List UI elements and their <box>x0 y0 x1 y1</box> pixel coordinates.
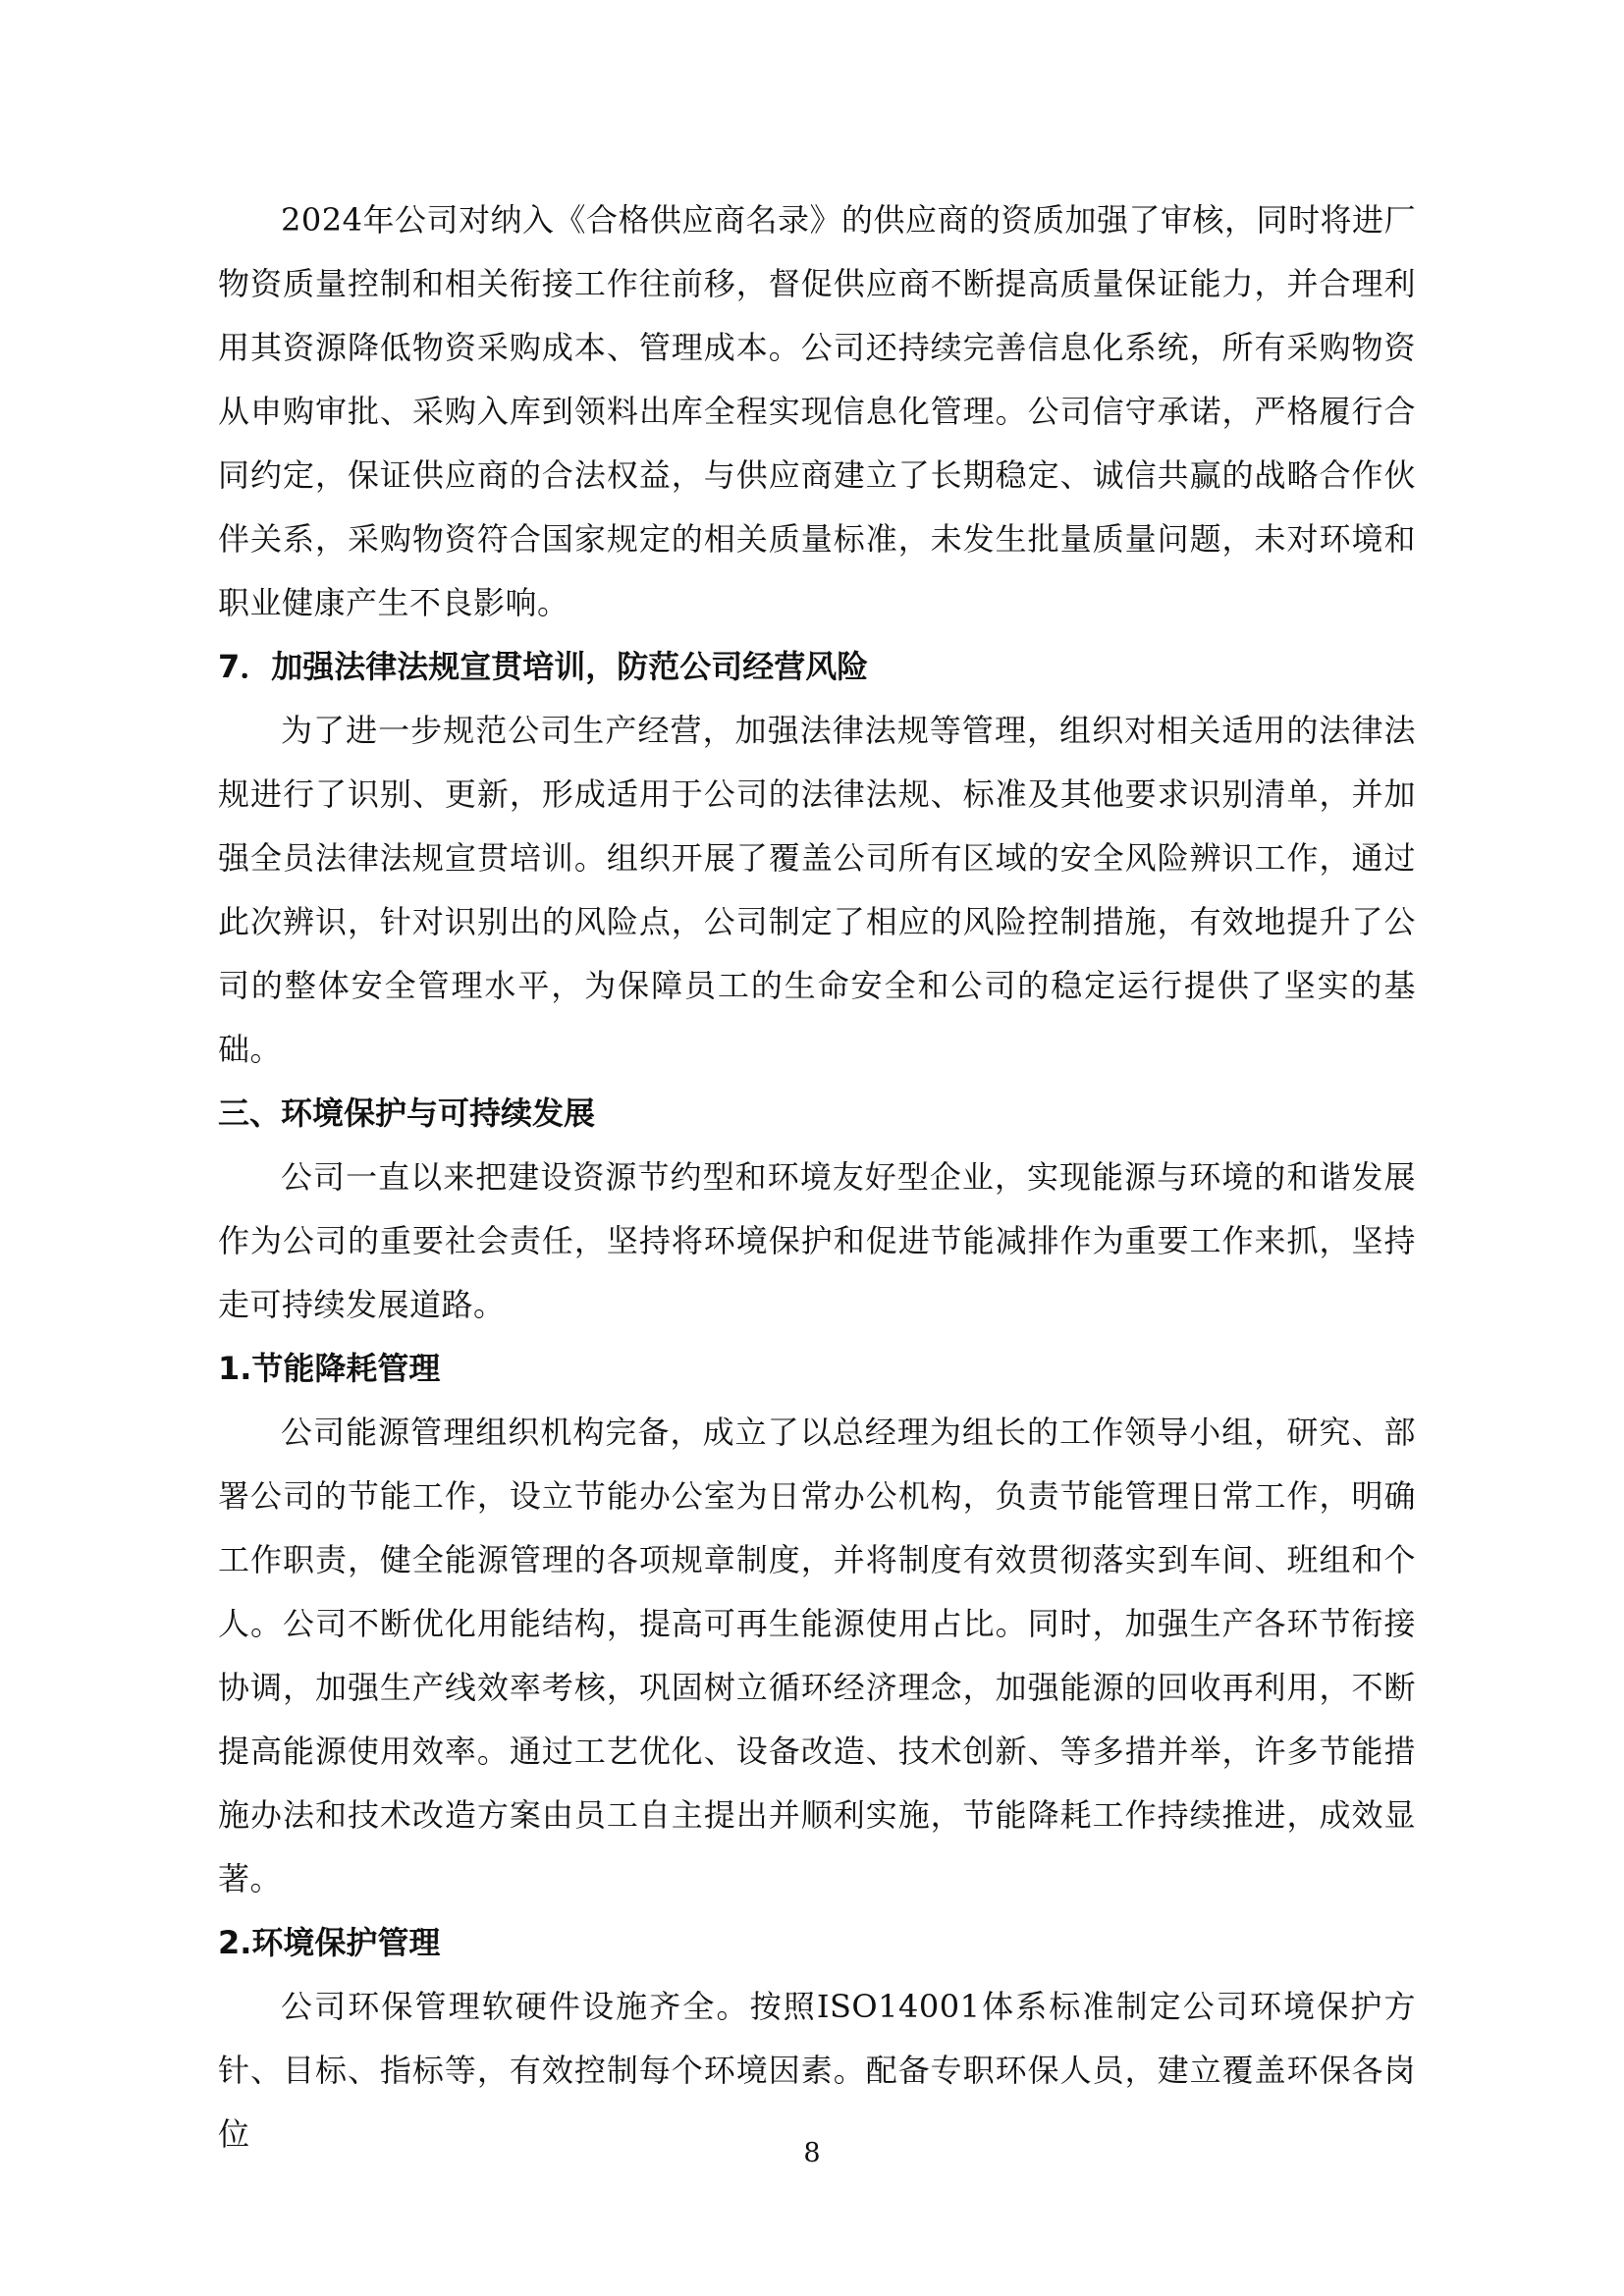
paragraph-environment-management: 公司环保管理软硬件设施齐全。按照ISO14001体系标准制定公司环境保护方针、目标、指标等，有效控制每个环境因素。配备专职环保人员，建立覆盖环保各岗位 <box>218 1988 1416 2153</box>
heading-energy-saving: 1.节能降耗管理 <box>218 1350 441 1387</box>
paragraph-environment-intro: 公司一直以来把建设资源节约型和环境友好型企业，实现能源与环境的和谐发展作为公司的重要社会责任，坚持将环境保护和促进节能减排作为重要工作来抓，坚持走可持续发展道路。 <box>218 1158 1416 1323</box>
heading-environment-section: 三、环境保护与可持续发展 <box>218 1095 596 1132</box>
heading-legal-training: 7．加强法律法规宣贯培训，防范公司经营风险 <box>218 648 869 685</box>
paragraph-supplier-management: 2024年公司对纳入《合格供应商名录》的供应商的资质加强了审核，同时将进厂物资质量控制和相关衔接工作往前移，督促供应商不断提高质量保证能力，并合理利用其资源降低物资采购成本、管理成本。公司还持续完善信息化系统，所有采购物资从申购审批、采购入库到领料出库全程实现信息化管理。公司信守承诺，严格履行合同约定，保证供应商的合法权益，与供应商建立了长期稳定、诚信共赢的战略合作伙伴关系，采购物资符合国家规定的相关质量标准，未发生批量质量问题，未对环境和职业健康产生不良影响。 <box>218 201 1416 621</box>
paragraph-energy-saving: 公司能源管理组织机构完备，成立了以总经理为组长的工作领导小组，研究、部署公司的节能工作，设立节能办公室为日常办公机构，负责节能管理日常工作，明确工作职责，健全能源管理的各项规章制度，并将制度有效贯彻落实到车间、班组和个人。公司不断优化用能结构，提高可再生能源使用占比。同时，加强生产各环节衔接协调，加强生产线效率考核，巩固树立循环经济理念，加强能源的回收再利用，不断提高能源使用效率。通过工艺优化、设备改造、技术创新、等多措并举，许多节能措施办法和技术改造方案由员工自主提出并顺利实施，节能降耗工作持续推进，成效显著。 <box>218 1414 1416 1897</box>
heading-environment-management: 2.环境保护管理 <box>218 1924 441 1961</box>
page-number: 8 <box>803 2138 821 2168</box>
document-body <box>218 188 1416 2166</box>
paragraph-legal-training: 为了进一步规范公司生产经营，加强法律法规等管理，组织对相关适用的法律法规进行了识别、更新，形成适用于公司的法律法规、标准及其他要求识别清单，并加强全员法律法规宣贯培训。组织开展了覆盖公司所有区域的安全风险辨识工作，通过此次辨识，针对识别出的风险点，公司制定了相应的风险控制措施，有效地提升了公司的整体安全管理水平，为保障员工的生命安全和公司的稳定运行提供了坚实的基础。 <box>218 712 1416 1068</box>
